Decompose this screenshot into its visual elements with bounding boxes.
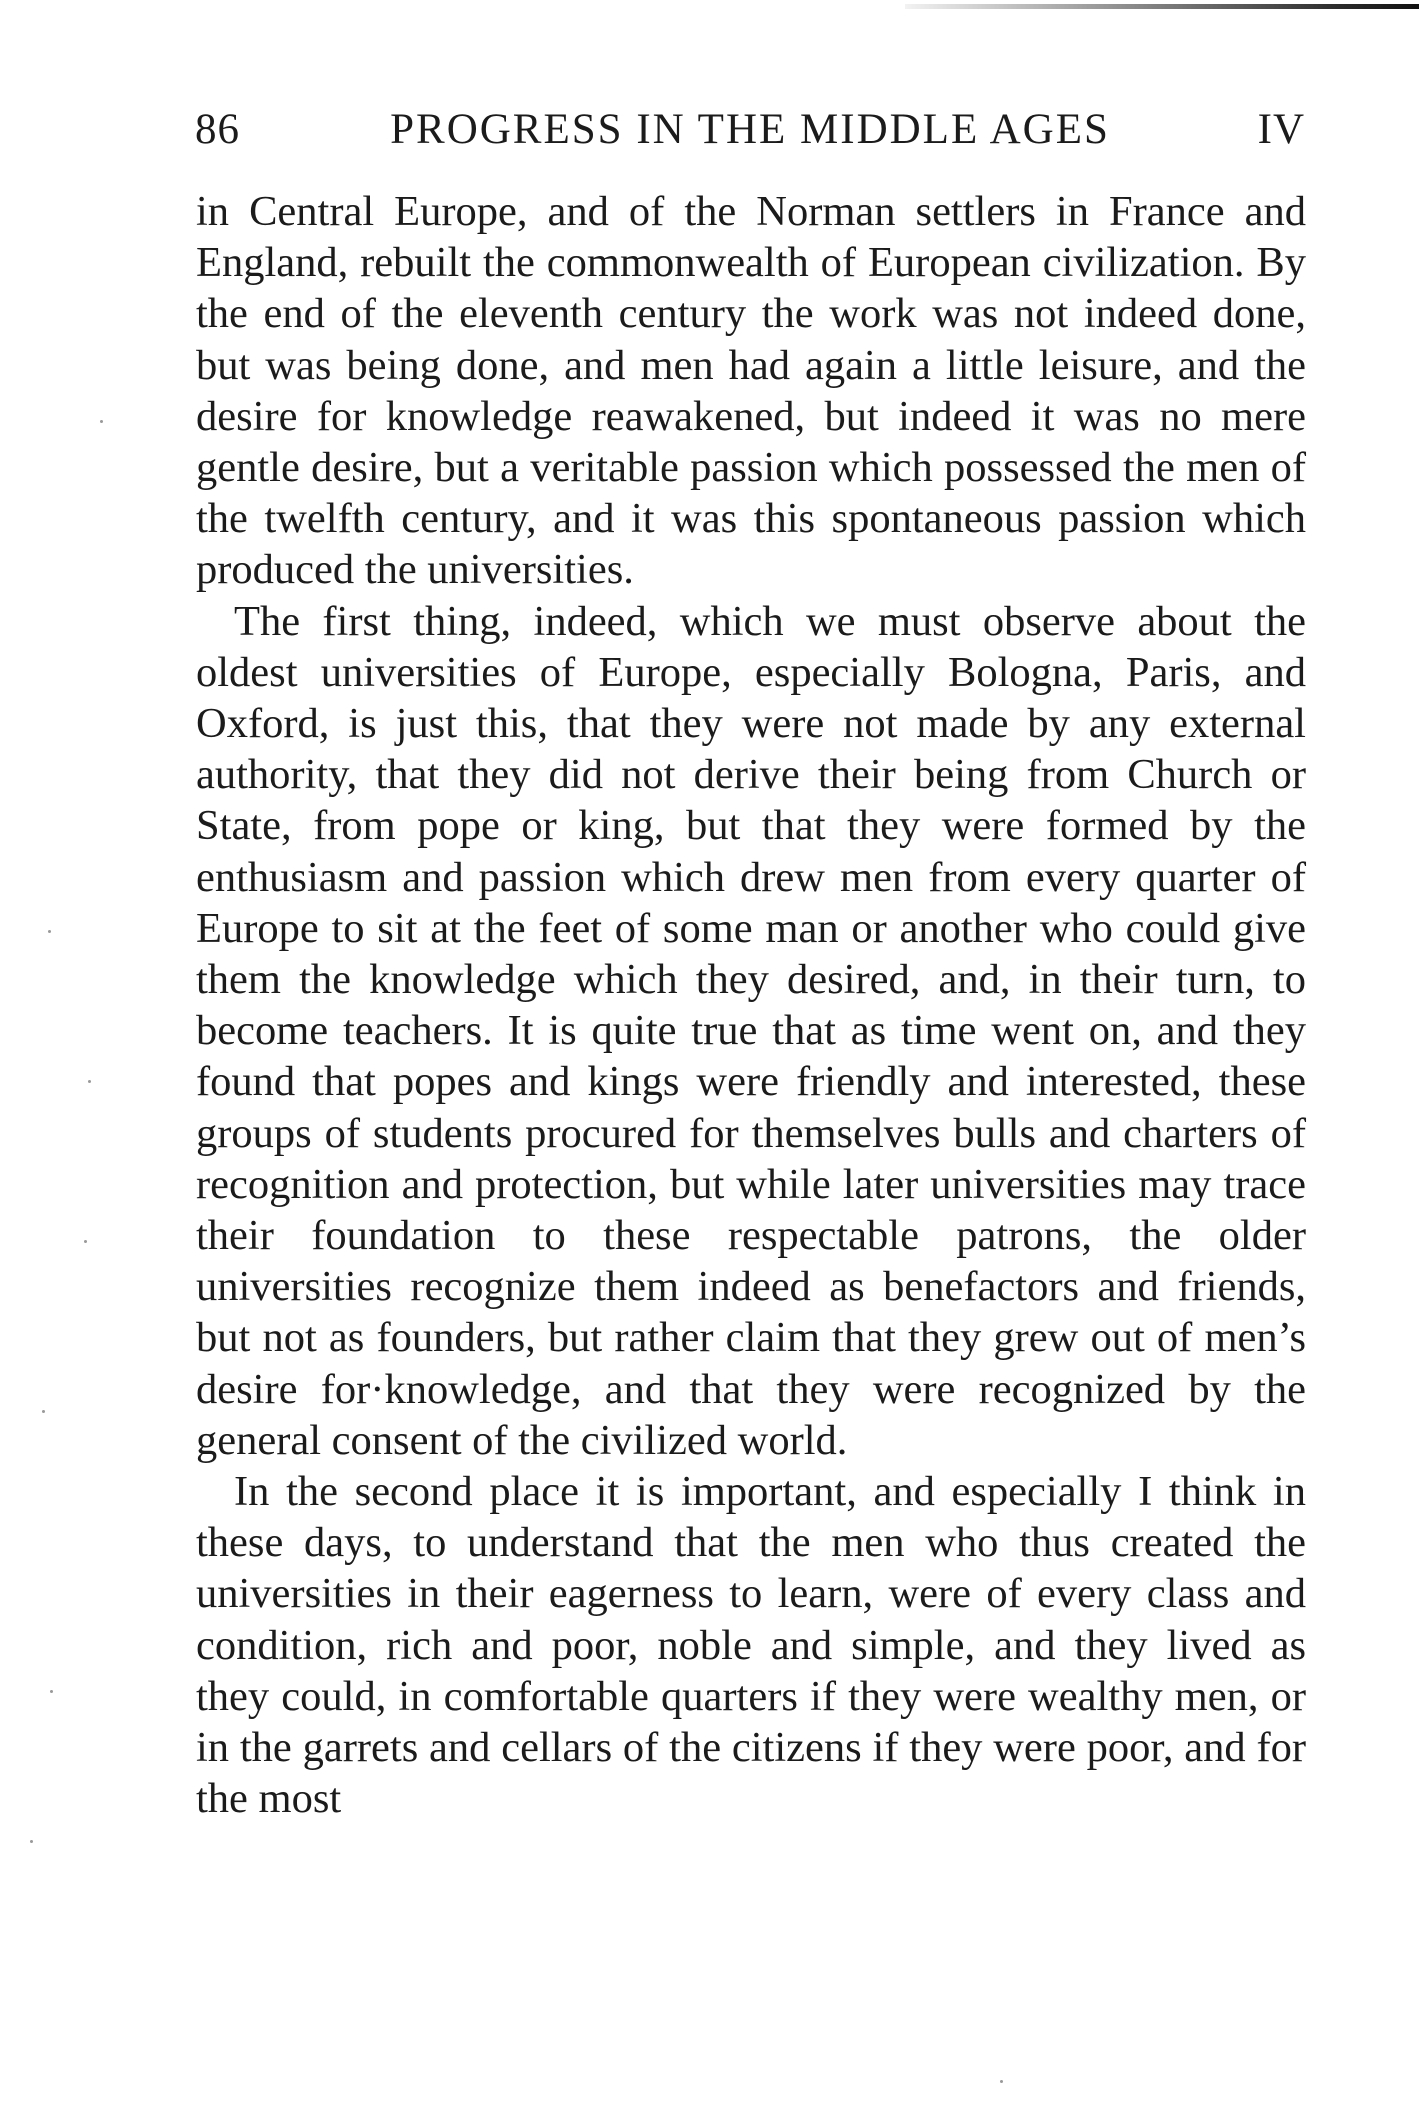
- scan-speck: [48, 930, 51, 933]
- page-number: 86: [195, 106, 240, 153]
- scan-speck: [50, 1690, 53, 1693]
- running-title: PROGRESS IN THE MIDDLE AGES: [390, 106, 1110, 153]
- running-header: [195, 100, 1305, 160]
- scan-speck: [88, 1080, 91, 1083]
- scan-speck: [84, 1240, 87, 1243]
- paragraph: In the second place it is important, and especially I think in these days, to understand that the men who thus created the universities in their eagerness to learn, were of every class and condition, rich and poor, noble and simple, and they lived as they could, in comfortable quarters if they were wealthy men, or in the garrets and cellars of the citizens if they were poor, and for the most: [196, 1468, 1306, 1823]
- scan-speck: [1000, 2080, 1003, 2083]
- body-text: [196, 186, 1306, 1825]
- chapter-number: IV: [1257, 106, 1305, 153]
- scan-speck: [100, 420, 103, 423]
- scan-speck: [42, 1410, 45, 1413]
- top-edge-rule: [905, 4, 1419, 9]
- scan-speck: [30, 1840, 33, 1843]
- paragraph-continued: in Central Europe, and of the Norman settlers in France and England, rebuilt the commonwealth of European civilization. By the end of the eleventh century the work was not indeed done, but was being done, and men had again a little leisure, and the desire for knowledge reawakened, but indeed it was no mere gentle desire, but a veritable passion which possessed the men of the twelfth century, and it was this spontaneous passion which produced the universities.: [196, 188, 1306, 594]
- paragraph: The first thing, indeed, which we must observe about the oldest universities of Europe, especially Bologna, Paris, and Oxford, is just this, that they were not made by any external authority, that they did not derive their being from Church or State, from pope or king, but that they were formed by the enthusiasm and passion which drew men from every quarter of Europe to sit at the feet of some man or another who could give them the knowledge which they desired, and, in their turn, to become teachers. It is quite true that as time went on, and they found that popes and kings were friendly and interested, these groups of students procured for themselves bulls and charters of recognition and protection, but while later universities may trace their foundation to these respectable patrons, the older universities recognize them indeed as benefactors and friends, but not as founders, but rather claim that they grew out of men’s desire for·knowledge, and that they were recognized by the general consent of the civilized world.: [196, 597, 1306, 1464]
